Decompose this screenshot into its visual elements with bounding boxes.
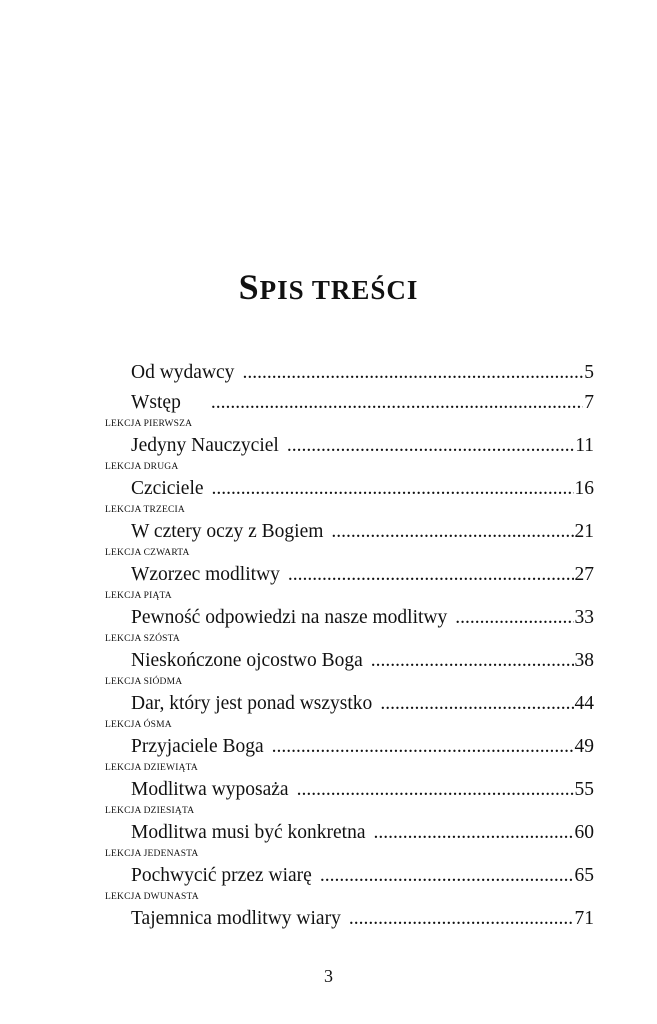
toc-entry-page: 49	[574, 736, 594, 757]
toc-entry-lesson-6[interactable]	[131, 650, 594, 674]
title-rest: PIS TREŚCI	[259, 275, 419, 305]
toc-entry-title: Modlitwa wyposaża	[131, 779, 289, 800]
toc-entry-title: Pochwycić przez wiarę	[131, 865, 312, 886]
toc-entry-page: 7	[584, 392, 594, 413]
toc-entry-lesson-5[interactable]	[131, 607, 594, 631]
toc-entry-page: 71	[574, 908, 594, 929]
toc-entry-page: 21	[574, 521, 594, 542]
toc-entry-lesson-12[interactable]	[131, 908, 594, 932]
toc-entry-title: Dar, który jest ponad wszystko	[131, 693, 373, 714]
toc-entry-lesson-4[interactable]	[131, 564, 594, 588]
toc-entry-title: Nieskończone ojcostwo Boga	[131, 650, 363, 671]
toc-entry-page: 44	[574, 693, 594, 714]
toc-leader-dots	[371, 650, 574, 672]
toc-entry-lesson-10[interactable]	[131, 822, 594, 846]
toc-leader-dots	[242, 362, 583, 384]
toc-entry-page: 11	[575, 435, 594, 456]
toc-entry-title: Przyjaciele Boga	[131, 736, 264, 757]
toc-leader-dots	[349, 908, 574, 930]
toc-leader-dots	[272, 736, 574, 758]
toc-leader-dots	[455, 607, 573, 629]
toc-leader-dots	[297, 779, 574, 801]
toc-entry-title: Pewność odpowiedzi na nasze modlitwy	[131, 607, 448, 628]
toc-leader-dots	[320, 865, 574, 887]
toc-leader-dots	[374, 822, 574, 844]
toc-entry-title: Czciciele	[131, 478, 204, 499]
lesson-label: LEKCJA DZIEWIĄTA	[105, 763, 198, 773]
toc-entry-page: 65	[574, 865, 594, 886]
lesson-label: LEKCJA DZIESIĄTA	[105, 806, 195, 816]
toc-entry-page: 33	[574, 607, 594, 628]
lesson-label: LEKCJA PIĄTA	[105, 591, 172, 601]
lesson-label: LEKCJA TRZECIA	[105, 505, 185, 515]
lesson-label: LEKCJA DWUNASTA	[105, 892, 199, 902]
toc-entry-page: 16	[574, 478, 594, 499]
page-title	[0, 266, 657, 308]
toc-entry-title: Tajemnica modlitwy wiary	[131, 908, 341, 929]
toc-entry-title: Jedyny Nauczyciel	[131, 435, 279, 456]
toc-leader-dots	[212, 478, 574, 500]
toc-entry-page: 38	[574, 650, 594, 671]
toc-entry-lesson-11[interactable]	[131, 865, 594, 889]
lesson-label: LEKCJA CZWARTA	[105, 548, 190, 558]
toc-leader-dots	[211, 392, 583, 414]
lesson-label: LEKCJA DRUGA	[105, 462, 179, 472]
toc-entry-title: Wstęp	[131, 392, 181, 413]
toc-entry-title: Modlitwa musi być konkretna	[131, 822, 366, 843]
toc-entry-page: 60	[574, 822, 594, 843]
toc-leader-dots	[288, 564, 574, 586]
toc-entry-page: 27	[574, 564, 594, 585]
toc-entry-lesson-9[interactable]	[131, 779, 594, 803]
toc-entry-title: W cztery oczy z Bogiem	[131, 521, 324, 542]
toc-entry-wstep[interactable]	[131, 392, 594, 416]
lesson-label: LEKCJA SIÓDMA	[105, 677, 183, 687]
lesson-label: LEKCJA PIERWSZA	[105, 419, 193, 429]
toc-entry-page: 5	[584, 362, 594, 383]
page-number: 3	[324, 966, 333, 986]
toc-entry-od-wydawcy[interactable]	[131, 362, 594, 386]
toc-leader-dots	[331, 521, 573, 543]
toc-entry-lesson-8[interactable]	[131, 736, 594, 760]
toc-entry-lesson-2[interactable]	[131, 478, 594, 502]
toc-entry-lesson-3[interactable]	[131, 521, 594, 545]
title-initial: S	[238, 267, 260, 307]
toc-leader-dots	[380, 693, 573, 715]
toc-entry-title: Wzorzec modlitwy	[131, 564, 280, 585]
lesson-label: LEKCJA SZÓSTA	[105, 634, 180, 644]
toc-entry-title: Od wydawcy	[131, 362, 235, 383]
toc-entry-page: 55	[574, 779, 594, 800]
toc-entry-lesson-7[interactable]	[131, 693, 594, 717]
lesson-label: LEKCJA JEDENASTA	[105, 849, 199, 859]
lesson-label: LEKCJA ÓSMA	[105, 720, 172, 730]
toc-entry-lesson-1[interactable]	[131, 435, 594, 459]
toc-leader-dots	[287, 435, 574, 457]
